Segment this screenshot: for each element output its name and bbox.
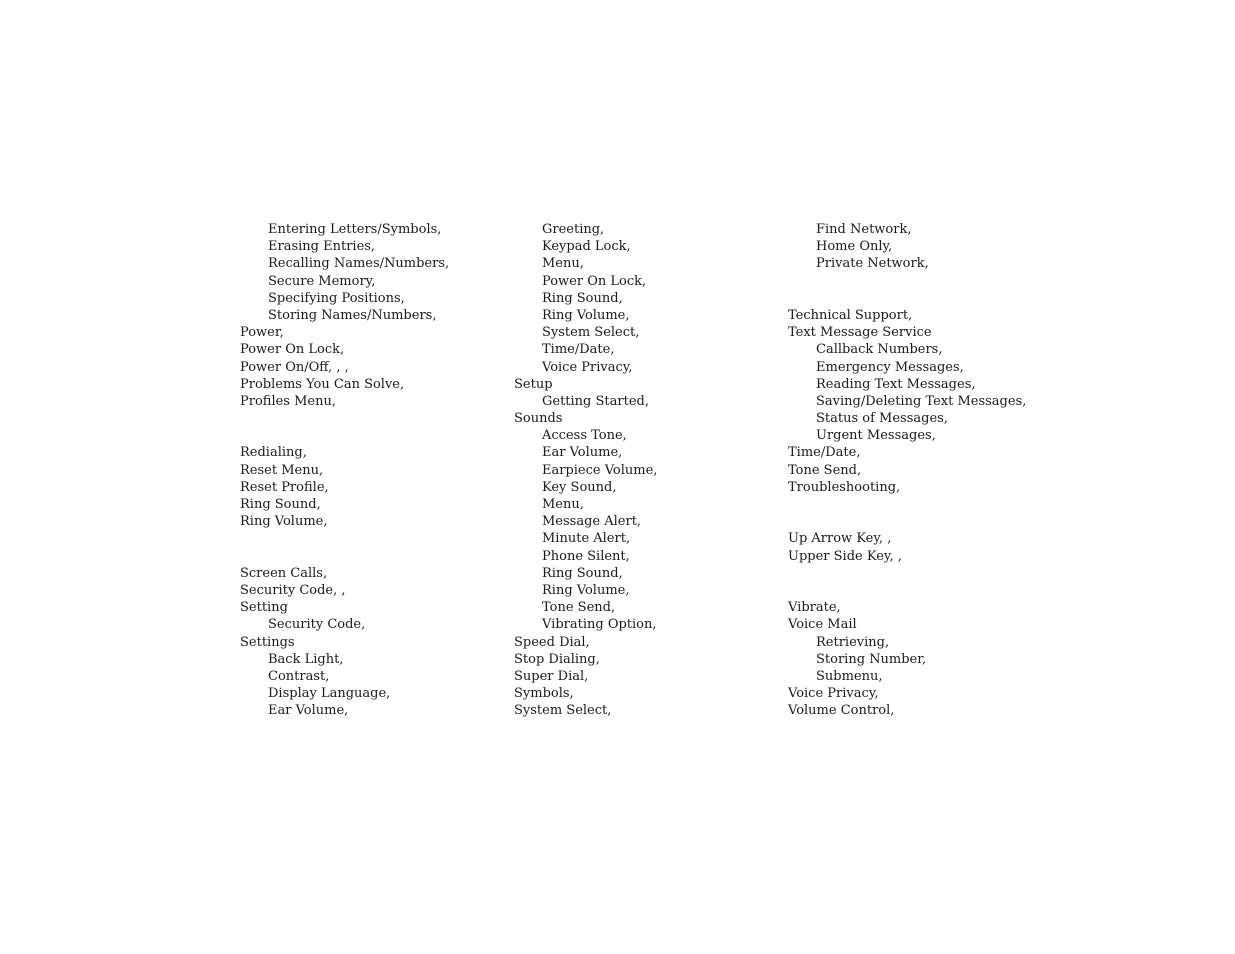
index-entry: Sounds — [514, 411, 563, 427]
index-subentry: Ring Volume, — [542, 307, 630, 323]
index-subentry: Menu, — [542, 256, 584, 272]
index-subentry: Reading Text Messages, — [816, 376, 976, 392]
index-entry: Redialing, — [240, 445, 307, 461]
index-column-3 — [788, 221, 1058, 719]
index-entry: System Select, — [514, 703, 612, 719]
index-entry: Power, — [240, 325, 284, 341]
index-subentry: Menu, — [542, 497, 584, 512]
index-spacer — [788, 513, 1058, 530]
index-entry: Reset Profile, — [240, 479, 329, 495]
index-subentry: System Select, — [542, 325, 640, 341]
index-entry: Ring Sound, — [240, 497, 321, 512]
index-subentry: Saving/Deleting Text Messages, — [816, 393, 1027, 409]
index-subentry: Key Sound, — [542, 479, 617, 495]
index-subentry: Ring Volume, — [542, 582, 630, 598]
index-subentry: Message Alert, — [542, 514, 642, 530]
index-entry: Upper Side Key, , — [788, 548, 902, 564]
index-subentry: Home Only, — [816, 239, 893, 255]
index-subentry: Security Code, — [268, 617, 366, 633]
index-entry: Technical Support, — [788, 307, 913, 323]
index-subentry: Minute Alert, — [542, 531, 631, 547]
index-subentry: Submenu, — [816, 668, 883, 684]
index-subentry: Display Language, — [268, 686, 391, 702]
index-subentry: Callback Numbers, — [816, 342, 943, 358]
index-subentry: Voice Privacy, — [542, 359, 633, 375]
index-entry: Super Dial, — [514, 668, 589, 684]
index-column-1 — [240, 221, 510, 719]
index-subentry: Ear Volume, — [542, 445, 623, 461]
index-subentry: Contrast, — [268, 668, 330, 684]
index-entry: Setup — [514, 376, 553, 392]
index-entry: Vibrate, — [788, 600, 841, 616]
index-entry: Voice Mail — [788, 617, 857, 633]
index-subentry: Access Tone, — [542, 428, 627, 444]
index-subentry: Status of Messages, — [816, 411, 948, 427]
index-spacer — [788, 273, 1058, 290]
index-entry: Ring Volume, — [240, 514, 328, 530]
index-subentry: Ring Sound, — [542, 290, 623, 306]
index-subentry: Back Light, — [268, 651, 344, 667]
index-subentry: Storing Names/Numbers, — [268, 307, 437, 323]
index-subentry: Ear Volume, — [268, 703, 349, 719]
index-entry: Voice Privacy, — [788, 686, 879, 702]
index-subentry: Specifying Positions, — [268, 290, 405, 306]
index-entry: Up Arrow Key, , — [788, 531, 892, 547]
index-subentry: Urgent Messages, — [816, 428, 936, 444]
index-entry: Security Code, , — [240, 582, 346, 598]
index-entry: Symbols, — [514, 686, 574, 702]
index-subentry: Phone Silent, — [542, 548, 630, 564]
index-entry: Screen Calls, — [240, 565, 328, 581]
index-spacer — [240, 548, 510, 565]
index-subentry: Keypad Lock, — [542, 239, 631, 255]
index-subentry: Emergency Messages, — [816, 359, 964, 375]
index-spacer — [788, 582, 1058, 599]
index-subentry: Private Network, — [816, 256, 929, 272]
index-subentry: Greeting, — [542, 222, 605, 237]
index-entry: Troubleshooting, — [788, 479, 901, 495]
index-subentry: Erasing Entries, — [268, 239, 376, 255]
index-entry: Setting — [240, 600, 288, 616]
index-entry: Speed Dial, — [514, 634, 590, 650]
index-subentry: Power On Lock, — [542, 273, 647, 289]
index-spacer — [240, 410, 510, 427]
index-subentry: Time/Date, — [542, 342, 615, 358]
index-entry: Text Message Service — [788, 325, 932, 341]
index-subentry: Retrieving, — [816, 634, 890, 650]
index-spacer — [788, 565, 1058, 582]
index-subentry: Storing Number, — [816, 651, 927, 667]
index-column-2 — [514, 221, 784, 719]
index-subentry: Tone Send, — [542, 600, 616, 616]
index-spacer — [788, 496, 1058, 513]
index-subentry: Secure Memory, — [268, 273, 376, 289]
index-entry: Profiles Menu, — [240, 393, 336, 409]
index-subentry: Find Network, — [816, 222, 912, 237]
index-entry: Power On Lock, — [240, 342, 345, 358]
index-subentry: Ring Sound, — [542, 565, 623, 581]
index-entry: Volume Control, — [788, 703, 895, 719]
index-entry: Problems You Can Solve, — [240, 376, 405, 392]
index-spacer — [788, 290, 1058, 307]
index-subentry: Getting Started, — [542, 393, 649, 409]
index-subentry: Vibrating Option, — [542, 617, 657, 633]
index-entry: Settings — [240, 634, 295, 650]
index-subentry: Entering Letters/Symbols, — [268, 222, 442, 237]
index-subentry: Recalling Names/Numbers, — [268, 256, 450, 272]
index-entry: Reset Menu, — [240, 462, 324, 478]
index-entry: Tone Send, — [788, 462, 862, 478]
index-entry: Power On/Off, , , — [240, 359, 349, 375]
index-subentry: Earpiece Volume, — [542, 462, 658, 478]
index-entry: Time/Date, — [788, 445, 861, 461]
index-entry: Stop Dialing, — [514, 651, 600, 667]
index-spacer — [240, 530, 510, 547]
index-spacer — [240, 427, 510, 444]
